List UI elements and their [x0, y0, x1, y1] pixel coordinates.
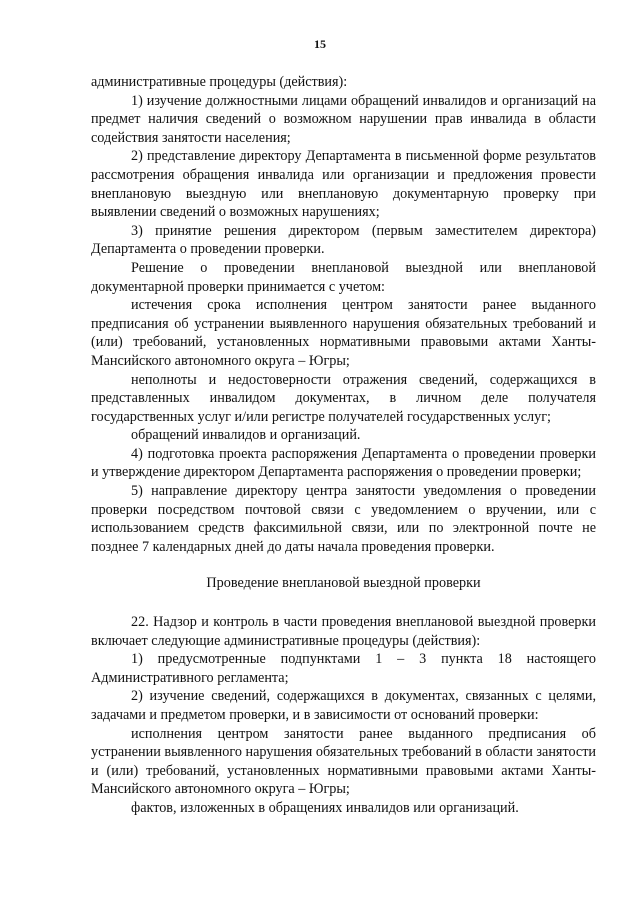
paragraph: 1) изучение должностными лицами обращений инвалидов и организаций на предмет наличия сведений о возможном нарушении прав инвалида в области содействия занятости населения; — [91, 92, 596, 146]
paragraph: 3) принятие решения директором (первым заместителем директора) Департамента о проведении проверки. — [91, 222, 596, 258]
paragraph: истечения срока исполнения центром занятости ранее выданного предписания об устранении выявленного нарушения обязательных требований и (или) требований, установленных нормативными правовыми актами Ханты-Мансийского автономного округа – Югры; — [91, 297, 596, 369]
paragraph: 4) подготовка проекта распоряжения Департамента о проведении проверки и утверждение директором Департамента распоряжения о проведении проверки; — [91, 445, 596, 481]
paragraph: обращений инвалидов и организаций. — [131, 427, 361, 444]
paragraph: 2) представление директору Департамента в письменной форме результатов рассмотрения обращения инвалида или организации и предложения провести внеплановую выездную или внеплановую документарную проверку при выявлении сведений о возможных нарушениях; — [91, 148, 596, 221]
paragraph: 5) направление директору центра занятости уведомления о проведении проверки посредством почтовой связи с уведомлением о вручении, или с использованием средств факсимильной связи, или по электронной почте не позднее 7 календарных дней до даты начала проведения проверки. — [91, 483, 596, 555]
section-heading: Проведение внеплановой выездной проверки — [206, 575, 481, 592]
page-number: 15 — [314, 37, 326, 51]
paragraph: 1) предусмотренные подпунктами 1 – 3 пункта 18 настоящего Административного регламента; — [91, 651, 596, 686]
paragraph: исполнения центром занятости ранее выданного предписания об устранении выявленного нарушения обязательных требований в области занятости и (или) требований, установленных нормативными правовыми актами Ханты-Мансийского автономного округа – Югры; — [91, 725, 596, 798]
paragraph: административные процедуры (действия): — [91, 74, 348, 90]
document-body — [91, 73, 596, 818]
paragraph: Решение о проведении внеплановой выездной или внеплановой документарной проверки принимается с учетом: — [91, 259, 596, 295]
paragraph: неполноты и недостоверности отражения сведений, содержащихся в представленных инвалидом документах, в личном деле получателя государственных услуг и/или регистре получателей государственных услуг; — [91, 371, 596, 425]
paragraph: 2) изучение сведений, содержащихся в документах, связанных с целями, задачами и предметом проверки, и в зависимости от оснований проверки: — [91, 688, 596, 723]
paragraph: 22. Надзор и контроль в части проведения внеплановой выездной проверки включает следующие административные процедуры (действия): — [91, 614, 596, 649]
paragraph: фактов, изложенных в обращениях инвалидов или организаций. — [131, 799, 519, 816]
